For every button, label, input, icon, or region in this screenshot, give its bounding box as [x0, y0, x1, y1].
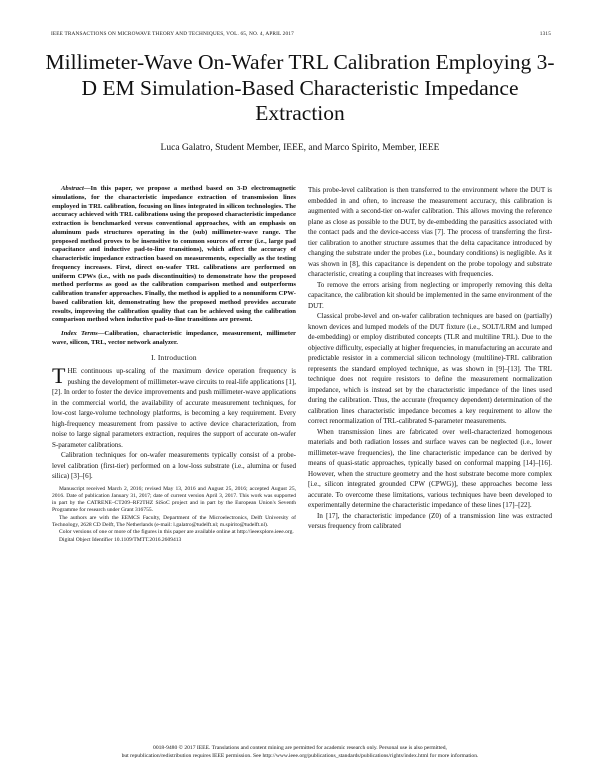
- body-paragraph-3: Classical probe-level and on-wafer calibration techniques are based on (partially) known devices and lumped models of the DUT fixture (i.e., SOLT/LRM and lumped de-embedding) or employ distributed concepts (TLR and multiline TRL). Due to the objective difficulty, especially at higher frequencies, in manufacturing an accurate and predictable resistor in a commercial silicon technology (multiline)-TRL calibration represents the standard employed technique, as was shown in [9]–[13]. The TRL technique does not require resistors to define the measurement normalization impedance, which is instead set by the characteristic impedance of the lines used during the calibration. Thus, the accurate (frequency dependent) determination of the calibration lines characteristic impedance becomes a key requirement to allow the correct renormalization of TRL-calibrated S-parameter measurements.: [308, 312, 552, 425]
- index-terms-heading: Index Terms—: [61, 330, 105, 337]
- footnote-color: Color versions of one or more of the figures in this paper are available online at http://ieeexplore.ieee.org.: [59, 529, 294, 536]
- body-paragraph-1: This probe-level calibration is then transferred to the environment where the DUT is embedded in and often, to increase the measurement accuracy, this calibration is augmented with a second-tier on-wafer calibration. This allows moving the reference plane as close as possible to the DUT, by de-embedding the parasitics associated with the contact pads and the device-access vias [7]. The process of transferring the first-tier calibration to another structure assumes that the delta capacitance introduced by changing the substrate under the probes (i.e., boundary conditions) is negligible. As it was shown in [8], this capacitance is dependent on the probe topology and substrate characteristic, creating a coupling that increases with frequencies.: [308, 186, 552, 278]
- body-paragraph-2: To remove the errors arising from neglecting or improperly removing this delta capacitance, the calibration kit should be implemented in the same environment of the DUT.: [308, 280, 552, 310]
- copyright-line-1: 0018-9480 © 2017 IEEE. Translations and content mining are permitted for academic research only. Personal use is also permitted,: [153, 745, 447, 751]
- paper-title: Millimeter-Wave On-Wafer TRL Calibration Employing 3-D EM Simulation-Based Characteristic Impedance Extraction: [45, 50, 555, 125]
- running-header: [51, 31, 551, 37]
- intro-paragraph-1-text: HE continuous up-scaling of the maximum device operation frequency is pushing the development of millimeter-wave circuits to real-life applications [1], [2]. In order to foster the device improvements and push millimeter-wave applications in the commercial world, the availability of accurate measurement techniques, for low-cost large-volume technology platforms, is becoming a key requirement. Every high-frequency measurement from passive to active device characterization, from noise to large signal parameters extraction, requires the support of accurate on-wafer S-parameter calibrations.: [52, 367, 296, 449]
- intro-paragraph-2: Calibration techniques for on-wafer measurements typically consist of a probe-level calibration (first-tier) performed on a low-loss substrate (i.e., alumina or fused silica) [3]–[6].: [52, 451, 296, 480]
- journal-name: IEEE TRANSACTIONS ON MICROWAVE THEORY AND TECHNIQUES, VOL. 65, NO. 4, APRIL 2017: [51, 31, 294, 37]
- abstract: [52, 185, 296, 325]
- index-terms-text: Calibration, characteristic impedance, measurement, millimeter wave, silicon, TRL, vector network analyzer.: [52, 330, 296, 346]
- footnote-affiliation: The authors are with the EEMCS Faculty, Department of the Microelectronics, Delft University of Technology, 2628 CD Delft, The Netherlands (e-mail: l.galatro@tudelft.nl; m.spirito@tudelft.nl).: [52, 514, 296, 528]
- index-terms: [52, 330, 296, 348]
- intro-paragraph-1: [52, 363, 296, 450]
- dropcap-letter: T: [52, 363, 66, 388]
- footnotes: [52, 486, 296, 544]
- section-heading: I. Introduction: [151, 352, 197, 362]
- page-number: 1315: [539, 31, 551, 37]
- footnote-doi: Digital Object Identifier 10.1109/TMTT.2016.2609413: [59, 536, 182, 543]
- abstract-heading: Abstract—: [61, 185, 91, 192]
- body-paragraph-4: When transmission lines are fabricated over well-characterized homogenous materials and both radiation losses and surface waves can be neglected (i.e., lower millimeter-wave frequencies), the line characteristic impedance can be derived by means of quasi-static approaches, typically based on conformal mapping [14]–[16]. However, when the structure geometry and the host substrate become more complex [i.e., silicon integrated grounded CPW (CPWG)], these approaches become less accurate. To overcome these limitations, various techniques have been developed to experimentally determine the characteristic impedance of these lines [17]–[22].: [308, 427, 552, 509]
- copyright-footer: [30, 744, 570, 760]
- paper-authors: Luca Galatro, Student Member, IEEE, and Marco Spirito, Member, IEEE: [160, 143, 440, 153]
- body-paragraph-5: In [17], the characteristic impedance (Z0) of a transmission line was extracted versus frequency from calibrated: [308, 511, 552, 530]
- footnote-received: Manuscript received March 2, 2016; revised May 13, 2016 and August 25, 2016; accepted August 25, 2016. Date of publication January 31, 2017; date of current version April 3, 2017. This work was supported in part by the CATRENE–CT209–RF2THZ SiSoC project and in part by the European Union's Seventh Programme for research under Grant 316755.: [52, 485, 296, 514]
- copyright-line-2: but republication/redistribution requires IEEE permission. See http://www.ieee.org/publications_standards/publications/rights/index.html for more information.: [121, 753, 479, 759]
- right-column: [308, 185, 552, 532]
- abstract-text: In this paper, we propose a method based on 3-D electromagnetic simulations, for the characteristic impedance extraction of transmission lines employed in TRL calibration, focusing on lines integrated in silicon technologies. The accuracy achieved with TRL calibrations using the proposed characteristic impedance extraction is benchmarked versus conventional approaches, with an emphasis on aluminum pads structures operating in the (sub) millimeter-wave range. The proposed method proves to be insensitive to common sources of error (i.e., large pad capacitance and inductive pad-to-line transitions), which affect the accuracy of characteristic impedance extraction based on measurements, especially as the testing frequency increases. First, direct on-wafer TRL calibrations are performed on uniform CPWs (i.e., with no pads discontinuities) to demonstrate how the proposed method performs as good as the calibration comparison method and outperforms calibration transfer approaches. Finally, the method is applied to a nonuniform CPW-based calibration kit, demonstrating how the proposed method provides accurate results, improving the calibration quality that can be achieved using the calibration comparison method when inductive pad-to-line transitions are present.: [52, 185, 296, 324]
- left-column: [52, 185, 296, 544]
